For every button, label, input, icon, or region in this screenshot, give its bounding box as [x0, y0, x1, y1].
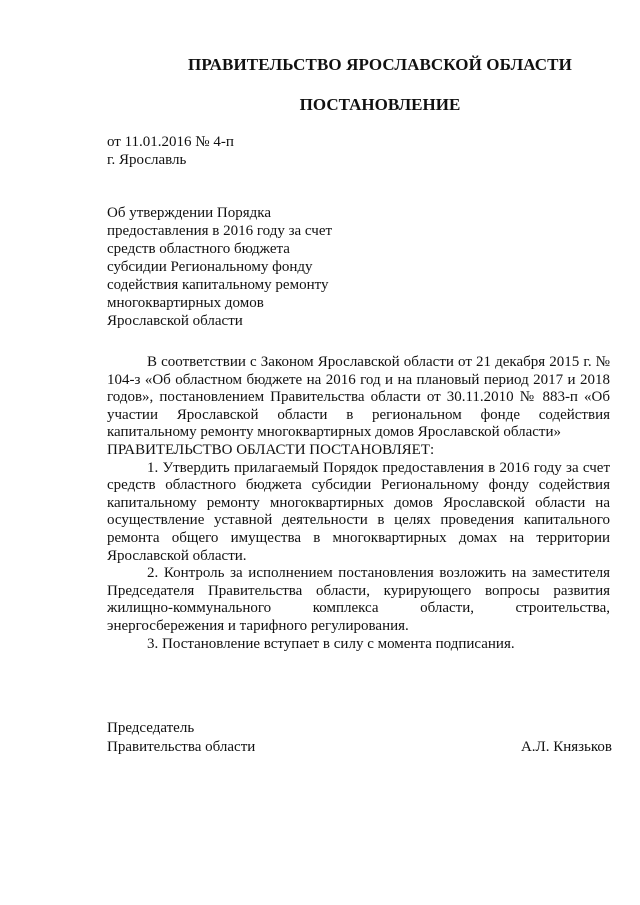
clause-1: 1. Утвердить прилагаемый Порядок предоставления в 2016 году за счет средств областного бюджета субсидии Региональному фонду содействия капитальному ремонту многоквартирных домов Ярославской области на осуществление уставной деятельности в целях проведения капитального ремонта общего имущества в многоквартирных домах на территории Ярославской области.	[107, 459, 610, 564]
document-body	[107, 354, 610, 653]
subject-line: предоставления в 2016 году за счет	[107, 223, 333, 239]
signature-row	[107, 738, 612, 757]
subject-line: Об утверждении Порядка	[107, 205, 271, 221]
signer-name: А.Л. Князьков	[520, 739, 612, 755]
subject-line: средств областного бюджета	[107, 241, 290, 257]
subject-line: Ярославской области	[107, 313, 243, 329]
signer-position-line2: Правительства области	[107, 739, 256, 755]
city: г. Ярославль	[107, 152, 187, 168]
organization-title: ПРАВИТЕЛЬСТВО ЯРОСЛАВСКОЙ ОБЛАСТИ	[188, 55, 572, 74]
resolution-heading: ПРАВИТЕЛЬСТВО ОБЛАСТИ ПОСТАНОВЛЯЕТ:	[107, 441, 435, 458]
document-type-title: ПОСТАНОВЛЕНИЕ	[299, 95, 461, 114]
subject-line: содействия капитальному ремонту	[107, 277, 329, 293]
clause-3: 3. Постановление вступает в силу с момента подписания.	[147, 635, 515, 652]
signature-block	[107, 719, 612, 757]
date-number: от 11.01.2016 № 4-п	[107, 134, 234, 150]
document-meta	[107, 133, 234, 169]
preamble-paragraph: В соответствии с Законом Ярославской области от 21 декабря 2015 г. № 104-з «Об областном бюджете на 2016 год и на плановый период 2017 и 2018 годов», постановлением Правительства области от 30.11.2010 № 883-п «Об участии Ярославской области в региональном фонде содействия капитальному ремонту многоквартирных домов Ярославской области»	[107, 354, 610, 441]
clause-2: 2. Контроль за исполнением постановления возложить на заместителя Председателя Правительства области, курирующего вопросы развития жилищно-коммунального комплекса области, строительства, энергосбережения и тарифного регулирования.	[107, 565, 610, 634]
signer-position-line1: Председатель	[107, 720, 195, 736]
document-subject	[107, 204, 367, 330]
subject-line: субсидии Региональному фонду	[107, 259, 313, 275]
subject-line: многоквартирных домов	[107, 295, 264, 311]
